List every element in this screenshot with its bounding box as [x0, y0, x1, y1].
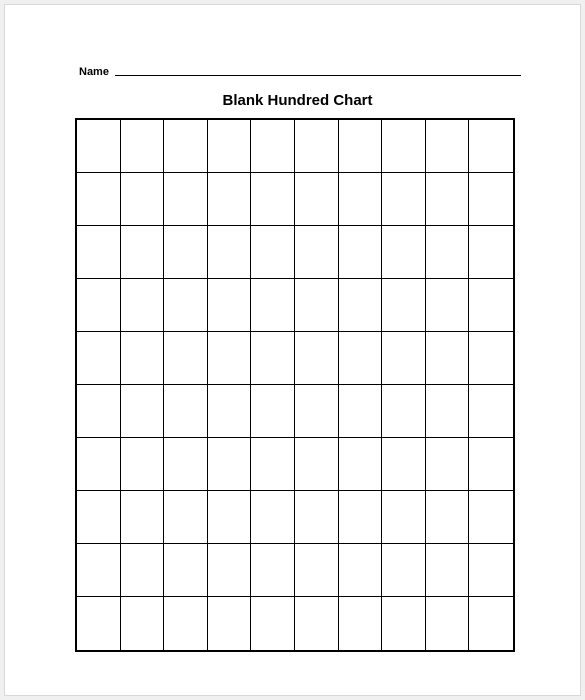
grid-cell: [251, 173, 295, 226]
name-write-line: [115, 75, 521, 76]
grid-cell: [77, 332, 121, 385]
grid-cell: [426, 226, 470, 279]
grid-cell: [208, 332, 252, 385]
grid-cell: [339, 332, 383, 385]
name-field-row: [79, 65, 521, 79]
grid-cell: [469, 120, 513, 173]
grid-cell: [121, 544, 165, 597]
grid-cell: [121, 491, 165, 544]
hundred-chart-grid: [75, 118, 515, 652]
grid-cell: [339, 173, 383, 226]
grid-cell: [251, 491, 295, 544]
grid-cell: [295, 597, 339, 650]
grid-cell: [469, 597, 513, 650]
grid-cell: [469, 226, 513, 279]
grid-cell: [77, 438, 121, 491]
grid-cell: [251, 438, 295, 491]
grid-cell: [339, 279, 383, 332]
grid-cell: [251, 120, 295, 173]
grid-cell: [469, 491, 513, 544]
grid-cell: [339, 385, 383, 438]
page-title: Blank Hundred Chart: [222, 92, 373, 109]
grid-cell: [382, 226, 426, 279]
grid-cell: [164, 279, 208, 332]
grid-cell: [295, 120, 339, 173]
grid-cell: [121, 597, 165, 650]
grid-cell: [121, 226, 165, 279]
grid-cell: [339, 544, 383, 597]
grid-cell: [77, 120, 121, 173]
grid-cell: [208, 173, 252, 226]
grid-cell: [426, 597, 470, 650]
grid-cell: [295, 385, 339, 438]
grid-cell: [208, 544, 252, 597]
grid-cell: [382, 544, 426, 597]
grid-cell: [121, 438, 165, 491]
grid-cell: [382, 173, 426, 226]
grid-cell: [164, 173, 208, 226]
grid-cell: [164, 385, 208, 438]
grid-cell: [426, 491, 470, 544]
grid-cell: [208, 385, 252, 438]
grid-cell: [426, 173, 470, 226]
grid-cell: [77, 226, 121, 279]
grid-cell: [382, 279, 426, 332]
grid-cell: [77, 491, 121, 544]
grid-cell: [164, 597, 208, 650]
grid-cell: [251, 597, 295, 650]
grid-cell: [382, 385, 426, 438]
grid-cell: [295, 332, 339, 385]
grid-cell: [164, 544, 208, 597]
grid-cell: [339, 597, 383, 650]
grid-cell: [208, 491, 252, 544]
grid-cell: [382, 491, 426, 544]
grid-cell: [77, 173, 121, 226]
grid-cell: [295, 173, 339, 226]
grid-cell: [382, 597, 426, 650]
grid-cell: [426, 279, 470, 332]
grid-cell: [208, 279, 252, 332]
grid-cell: [426, 332, 470, 385]
grid-cell: [208, 597, 252, 650]
grid-cell: [208, 120, 252, 173]
grid-cell: [295, 438, 339, 491]
grid-cell: [469, 385, 513, 438]
grid-cell: [339, 120, 383, 173]
grid-cell: [295, 279, 339, 332]
grid-cell: [164, 491, 208, 544]
grid-cell: [121, 279, 165, 332]
grid-cell: [426, 438, 470, 491]
grid-cell: [426, 120, 470, 173]
grid-cell: [469, 544, 513, 597]
grid-cell: [382, 438, 426, 491]
grid-cell: [426, 544, 470, 597]
grid-cell: [164, 438, 208, 491]
grid-cell: [77, 544, 121, 597]
grid-cell: [208, 438, 252, 491]
name-label: Name: [79, 66, 109, 78]
grid-cell: [77, 597, 121, 650]
grid-cell: [251, 226, 295, 279]
grid-cell: [251, 385, 295, 438]
grid-cell: [121, 120, 165, 173]
grid-cell: [469, 438, 513, 491]
grid-cell: [469, 332, 513, 385]
grid-cell: [77, 279, 121, 332]
grid-cell: [164, 226, 208, 279]
grid-cell: [426, 385, 470, 438]
grid-cell: [469, 173, 513, 226]
grid-cell: [339, 491, 383, 544]
grid-cell: [121, 385, 165, 438]
grid-cell: [164, 332, 208, 385]
grid-cell: [121, 173, 165, 226]
grid-cell: [77, 385, 121, 438]
grid-cell: [251, 279, 295, 332]
grid-cell: [295, 226, 339, 279]
grid-cell: [121, 332, 165, 385]
grid-cell: [339, 438, 383, 491]
grid-cell: [382, 120, 426, 173]
grid-cell: [295, 491, 339, 544]
grid-cell: [164, 120, 208, 173]
grid-cell: [382, 332, 426, 385]
grid-cell: [339, 226, 383, 279]
grid-cell: [251, 332, 295, 385]
grid-cell: [251, 544, 295, 597]
grid-cell: [208, 226, 252, 279]
grid-cell: [295, 544, 339, 597]
grid-cell: [469, 279, 513, 332]
